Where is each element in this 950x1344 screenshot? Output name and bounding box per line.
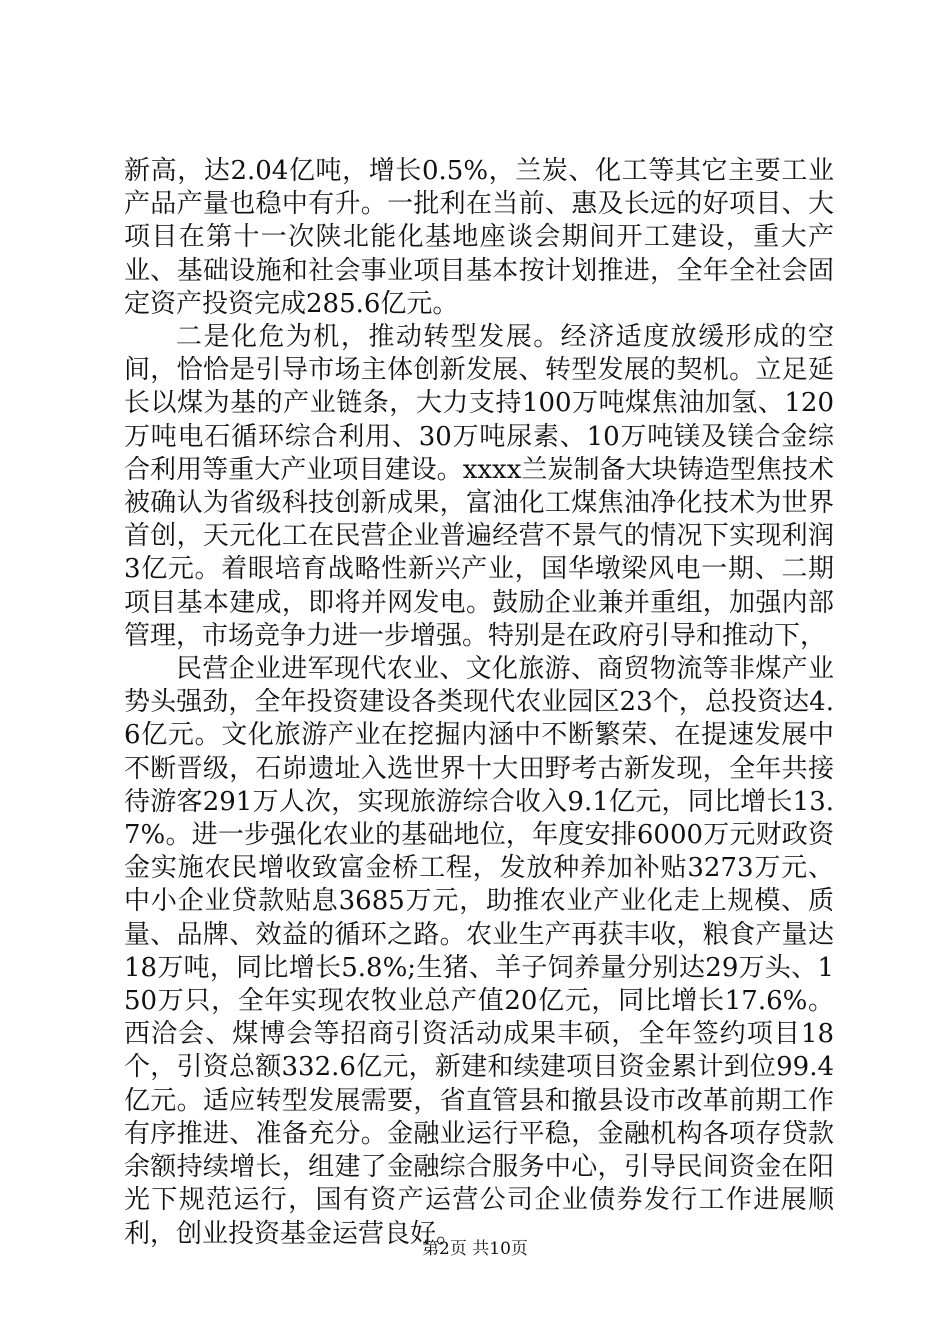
page-number-label: 第2页 共10页 [422,1239,528,1259]
document-body [124,155,834,1251]
paragraph-3: 民营企业进军现代农业、文化旅游、商贸物流等非煤产业势头强劲，全年投资建设各类现代农业园区23个，总投资达4.6亿元。文化旅游产业在挖掘内涵中不断繁荣、在提速发展中不断晋级，石峁遗址入选世界十大田野考古新发现，全年共接待游客291万人次，实现旅游综合收入9.1亿元，同比增长13.7%。进一步强化农业的基础地位，年度安排6000万元财政资金实施农民增收致富金桥工程，发放种养加补贴3273万元、中小企业贷款贴息3685万元，助推农业产业化走上规模、质量、品牌、效益的循环之路。农业生产再获丰收，粮食产量达18万吨，同比增长5.8%;生猪、羊子饲养量分别达29万头、150万只，全年实现农牧业总产值20亿元，同比增长17.6%。西洽会、煤博会等招商引资活动成果丰硕，全年签约项目18个，引资总额332.6亿元，新建和续建项目资金累计到位99.4亿元。适应转型发展需要，省直管县和撤县设市改革前期工作有序推进、准备充分。金融业运行平稳，金融机构各项存贷款余额持续增长，组建了金融综合服务中心，引导民间资金在阳光下规范运行，国有资产运营公司企业债券发行工作进展顺利，创业投资基金运营良好。 [124,654,834,1249]
paragraph-1: 新高，达2.04亿吨，增长0.5%，兰炭、化工等其它主要工业产品产量也稳中有升。一批利在当前、惠及长远的好项目、大项目在第十一次陕北能化基地座谈会期间开工建设，重大产业、基础设施和社会事业项目基本按计划推进，全年全社会固定资产投资完成285.6亿元。 [124,156,834,319]
page-footer [0,1238,950,1260]
paragraph-2: 二是化危为机，推动转型发展。经济适度放缓形成的空间，恰恰是引导市场主体创新发展、转型发展的契机。立足延长以煤为基的产业链条，大力支持100万吨煤焦油加氢、120万吨电石循环综合利用、30万吨尿素、10万吨镁及镁合金综合利用等重大产业项目建设。xxxx兰炭制备大块铸造型焦技术被确认为省级科技创新成果，富油化工煤焦油净化技术为世界首创，天元化工在民营企业普遍经营不景气的情况下实现利润3亿元。着眼培育战略性新兴产业，国华墩梁风电一期、二期项目基本建成，即将并网发电。鼓励企业兼并重组，加强内部管理，市场竞争力进一步增强。特别是在政府引导和推动下， [124,322,834,651]
